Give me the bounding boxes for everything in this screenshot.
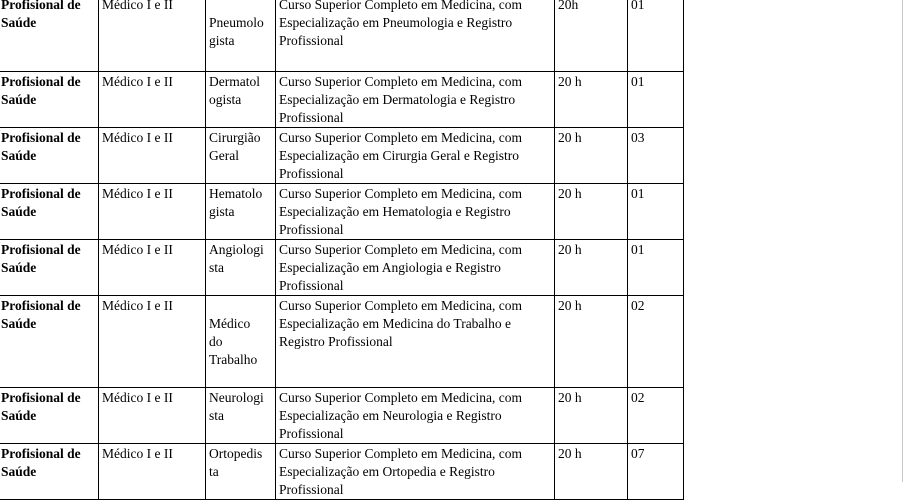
- especialidade-cell: [206, 444, 276, 500]
- especialidade-line: Geral: [209, 148, 239, 163]
- especialidade-line: Hematolo: [209, 186, 263, 201]
- requisito-cell: Curso Superior Completo em Medicina, com Especialização em Angiologia e Registro Profissional: [276, 240, 555, 296]
- vagas-cell: 02: [628, 388, 684, 444]
- carga-horaria-cell: 20 h: [555, 240, 628, 296]
- especialidade-line: gista: [209, 204, 235, 219]
- categoria-cell: Profisional de Saúde: [0, 296, 99, 388]
- table-row: [0, 388, 684, 444]
- carga-horaria-cell: 20 h: [555, 184, 628, 240]
- table-row: [0, 444, 684, 500]
- categoria-cell: Profisional de Saúde: [0, 184, 99, 240]
- categoria-cell: Profisional de Saúde: [0, 444, 99, 500]
- cargo-cell: Médico I e II: [99, 296, 206, 388]
- especialidade-cell: [206, 128, 276, 184]
- especialidade-line: Ortopedis: [209, 446, 263, 461]
- especialidade-line: gista: [209, 33, 235, 48]
- table-row: [0, 184, 684, 240]
- carga-horaria-cell: 20 h: [555, 388, 628, 444]
- especialidade-line: Dermatol: [209, 74, 260, 89]
- table-row: [0, 72, 684, 128]
- cargo-cell: Médico I e II: [99, 72, 206, 128]
- requisito-cell: Curso Superior Completo em Medicina, com Especialização em Pneumologia e Registro Profissional: [276, 0, 555, 72]
- table-row: [0, 240, 684, 296]
- especialidade-line: ogista: [209, 92, 242, 107]
- especialidade-line: Angiologi: [209, 242, 264, 257]
- cargo-cell: Médico I e II: [99, 388, 206, 444]
- table-row: [0, 296, 684, 388]
- especialidade-line: Cirurgião: [209, 130, 261, 145]
- cargo-cell: Médico I e II: [99, 444, 206, 500]
- cargo-cell: Médico I e II: [99, 184, 206, 240]
- especialidade-cell: [206, 296, 276, 388]
- especialidade-line: do: [209, 334, 223, 349]
- cargo-cell: Médico I e II: [99, 240, 206, 296]
- vagas-cell: 07: [628, 444, 684, 500]
- vagas-cell: 03: [628, 128, 684, 184]
- cargo-cell: Médico I e II: [99, 128, 206, 184]
- carga-horaria-cell: 20 h: [555, 72, 628, 128]
- vagas-cell: 01: [628, 72, 684, 128]
- table-row: [0, 0, 684, 72]
- especialidade-cell: [206, 0, 276, 72]
- especialidade-line: sta: [209, 408, 224, 423]
- requisito-cell: Curso Superior Completo em Medicina, com Especialização em Hematologia e Registro Profissional: [276, 184, 555, 240]
- carga-horaria-cell: 20 h: [555, 296, 628, 388]
- especialidade-cell: [206, 72, 276, 128]
- categoria-cell: Profisional de Saúde: [0, 240, 99, 296]
- especialidade-line: sta: [209, 260, 224, 275]
- categoria-cell: Profisional de Saúde: [0, 72, 99, 128]
- especialidade-line: ta: [209, 464, 219, 479]
- table-row: [0, 128, 684, 184]
- requisito-cell: Curso Superior Completo em Medicina, com Especialização em Neurologia e Registro Profissional: [276, 388, 555, 444]
- especialidade-cell: [206, 184, 276, 240]
- vagas-cell: 02: [628, 296, 684, 388]
- especialidade-cell: [206, 240, 276, 296]
- especialidade-line: Médico: [209, 316, 251, 331]
- especialidade-line: Pneumolo: [209, 15, 264, 30]
- especialidade-cell: [206, 388, 276, 444]
- vagas-cell: 01: [628, 0, 684, 72]
- categoria-cell: Profisional de Saúde: [0, 388, 99, 444]
- requisito-cell: Curso Superior Completo em Medicina, com Especialização em Medicina do Trabalho e Registro Profissional: [276, 296, 555, 388]
- especialidade-line: Trabalho: [209, 352, 258, 367]
- page-edge-divider: [902, 0, 903, 482]
- requisito-cell: Curso Superior Completo em Medicina, com Especialização em Cirurgia Geral e Registro Profissional: [276, 128, 555, 184]
- requisito-cell: Curso Superior Completo em Medicina, com Especialização em Dermatologia e Registro Profissional: [276, 72, 555, 128]
- vagas-cell: 01: [628, 184, 684, 240]
- carga-horaria-cell: 20h: [555, 0, 628, 72]
- carga-horaria-cell: 20 h: [555, 444, 628, 500]
- categoria-cell: Profisional de Saúde: [0, 0, 99, 72]
- categoria-cell: Profisional de Saúde: [0, 128, 99, 184]
- requisito-cell: Curso Superior Completo em Medicina, com Especialização em Ortopedia e Registro Profissional: [276, 444, 555, 500]
- especialidade-line: Neurologi: [209, 390, 264, 405]
- cargo-cell: Médico I e II: [99, 0, 206, 72]
- vagas-cell: 01: [628, 240, 684, 296]
- carga-horaria-cell: 20 h: [555, 128, 628, 184]
